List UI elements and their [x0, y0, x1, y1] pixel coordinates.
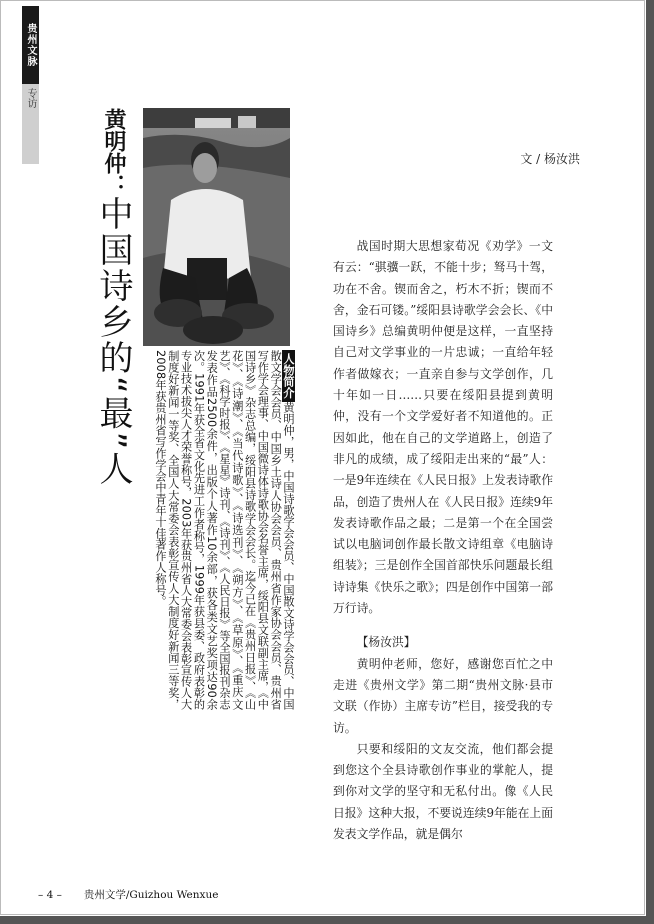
page-shadow-right	[646, 0, 654, 924]
article-title	[93, 108, 138, 488]
intro-paragraph: 战国时期大思想家荀况《劝学》一文有云：“骐骥一跃，不能十步；驽马十驾，功在不舍。锲而舍之，朽木不折；锲而不舍，金石可镂。”绥阳县诗歌学会会长、《中国诗乡》总编黄明仲便是这样，一直坚持自己对文学事业的一片忠诚；一直给年轻作者做嫁衣；一直亲自参与文学创作，几十年如一日……只要在绥阳县提到黄明仲，没有一个文学爱好者不知道他的。正因如此，他在自己的文学道路上，创造了非凡的成绩，成了绥阳走出来的“最”人：一是9年连续在《人民日报》上发表诗歌作品，创造了贵州人在《人民日报》连续9年发表诗歌作品之最；二是第一个在全国尝试以电脑词创作最长散文诗组章《电脑诗组装》；三是创作全国首部快乐问题最长组诗诗集《快乐之歌》；四是创作中国第一部万行诗。	[333, 239, 553, 616]
page-footer	[38, 887, 218, 902]
column-label: 专访	[22, 84, 39, 164]
article-body	[333, 236, 553, 845]
profile-tag: 人物简介	[282, 350, 295, 402]
page-shadow-bottom	[0, 916, 654, 924]
title-name: 黄明仲：	[101, 108, 126, 196]
publication-name: 贵州文学/Guizhou Wenxue	[83, 889, 219, 901]
portrait-photo	[143, 108, 290, 346]
profile-text: 黄明仲，男，中国诗歌学会会员、中国散文诗学会会员、中国散文学会会员、中国乡土诗人协会会员、贵州省作家协会会员、贵州省写作学会理事、中国微诗体诗歌协会名誉主席，绥阳县文联副主席，《中国诗乡》杂志总编，绥阳县诗歌学会会长。迄今已在《贵州日报》、《山花》、《诗潮》、《当代诗歌》、《诗选刊》、《朔方》、《草原》、《重庆文艺》、《科学时报》、《星星》诗刊、《诗刊》、《人民日报》等全国报刊杂志发表作品2500余件，出版个人著作10余部，获各类文艺奖项达90余次。1991年获全省文化先进工作者称号，1999年获县委、政府表彰的专业技术拔尖人才荣誉称号，2003年获贵州省人大常委会表彰宣传人大制度好新闻一等奖、全国人大常委会表彰宣传人大制度好新闻三等奖，2008年获贵州省写作学会中青年十佳著作人称号。	[154, 350, 295, 710]
portrait-photo-graphic	[143, 108, 290, 346]
speaker-label: 【杨汝洪】	[356, 635, 416, 650]
page-number: – 4 –	[38, 889, 62, 901]
section-label: 贵州文脉	[22, 6, 39, 84]
profile-sidebar	[140, 350, 294, 710]
interview-paragraph: 只要和绥阳的文友交流，他们都会提到您这个全县诗歌创作事业的掌舵人，提到你对文学的坚守和无私付出。像《人民日报》这种大报，不要说连续9年能在上面发表文学作品，就是偶尔	[333, 741, 553, 842]
title-subtitle: 中国诗乡的“最”人	[93, 196, 133, 488]
byline: 文 / 杨汝洪	[520, 152, 580, 166]
interview-paragraph: 黄明仲老师，您好，感谢您百忙之中走进《贵州文学》第二期“贵州文脉·县市文联（作协）主席专访”栏目，接受我的专访。	[333, 656, 553, 735]
